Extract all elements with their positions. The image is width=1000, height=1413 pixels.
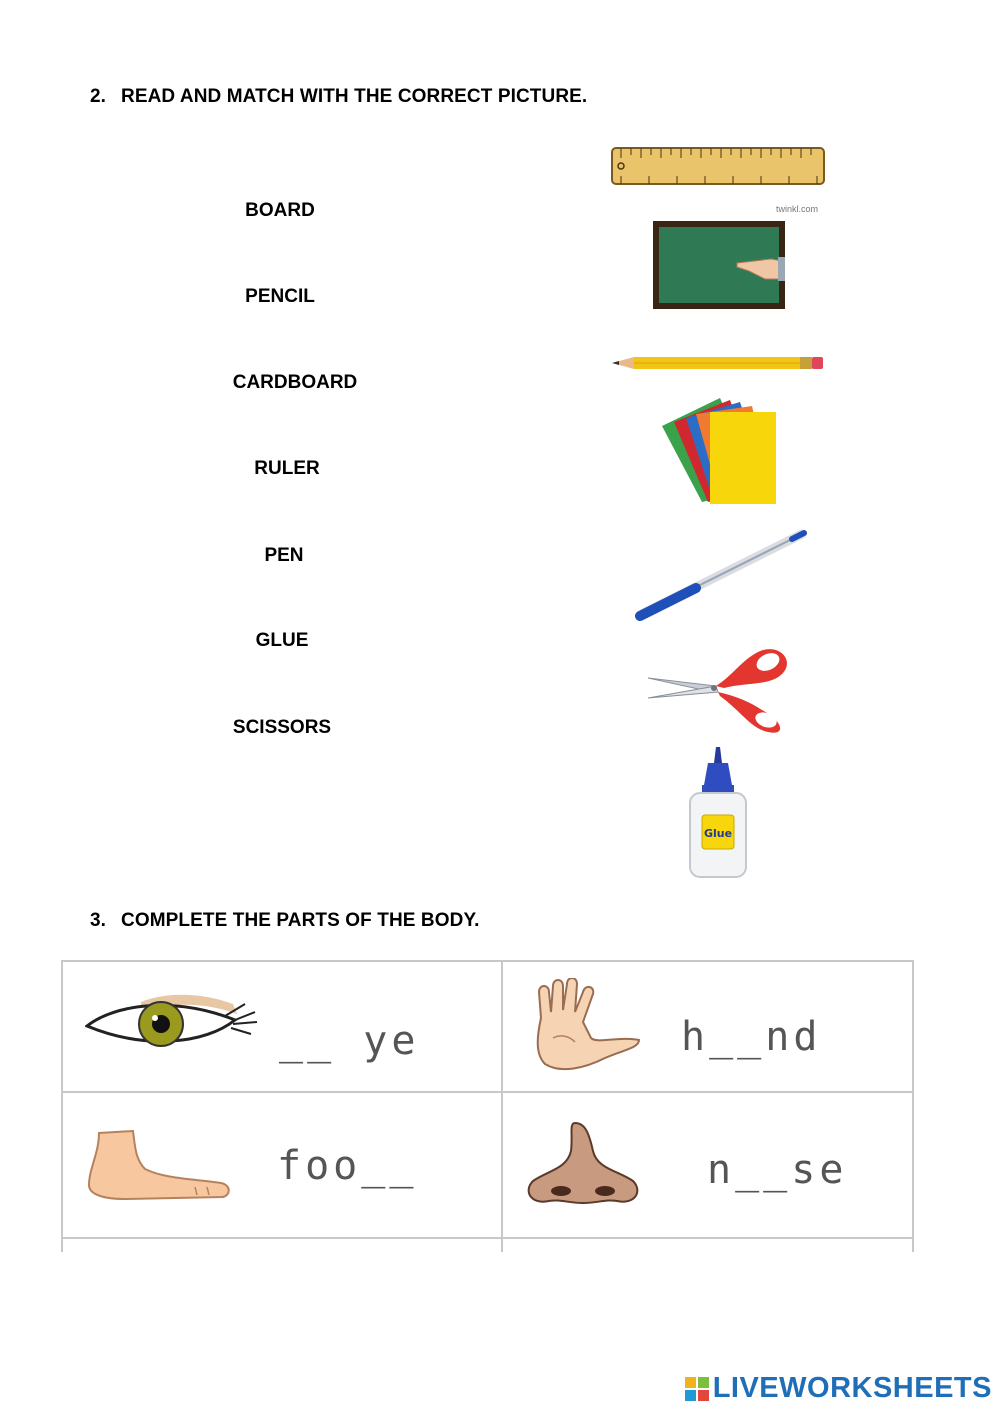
nose-icon	[523, 1121, 643, 1207]
cell-foot	[61, 1093, 501, 1237]
section-2-number: 2.	[90, 86, 107, 107]
section-3-number: 3.	[90, 910, 107, 931]
scissors-image[interactable]	[646, 640, 794, 736]
cell-hand	[503, 960, 912, 1091]
word-pencil: PENCIL	[245, 286, 315, 307]
pencil-image[interactable]	[612, 355, 824, 371]
hand-word: h__nd	[681, 1014, 822, 1060]
section-2-heading	[90, 86, 587, 108]
board-image[interactable]	[653, 221, 785, 309]
board-credit: twinkl.com	[776, 204, 819, 214]
glue-label: Glue	[703, 827, 733, 840]
eye-icon	[85, 990, 261, 1054]
section-3-heading	[90, 910, 480, 932]
nose-word: n__se	[707, 1147, 848, 1193]
cell-nose	[503, 1093, 912, 1237]
foot-word: foo__	[277, 1143, 418, 1189]
pen-image[interactable]	[634, 528, 810, 624]
hand-icon	[531, 978, 643, 1076]
section-3-title: COMPLETE THE PARTS OF THE BODY.	[121, 910, 480, 931]
word-pen: PEN	[264, 545, 304, 566]
word-glue: GLUE	[255, 630, 309, 651]
ruler-image[interactable]	[611, 146, 825, 186]
footer-brand[interactable]	[685, 1372, 992, 1405]
word-scissors: SCISSORS	[232, 717, 332, 738]
glue-image[interactable]	[688, 745, 748, 881]
word-board: BOARD	[245, 200, 315, 221]
word-ruler: RULER	[254, 458, 320, 479]
eye-word: __ ye	[279, 1018, 420, 1064]
section-2-title: READ AND MATCH WITH THE CORRECT PICTURE.	[121, 86, 588, 107]
body-parts-table	[61, 960, 914, 1252]
footer-brand-text: LIVEWORKSHEETS	[712, 1372, 992, 1404]
liveworksheets-logo-icon	[685, 1377, 709, 1401]
cardboard-image[interactable]	[660, 396, 780, 506]
cell-eye	[61, 960, 501, 1091]
word-cardboard: CARDBOARD	[232, 372, 358, 393]
foot-icon	[85, 1129, 233, 1201]
